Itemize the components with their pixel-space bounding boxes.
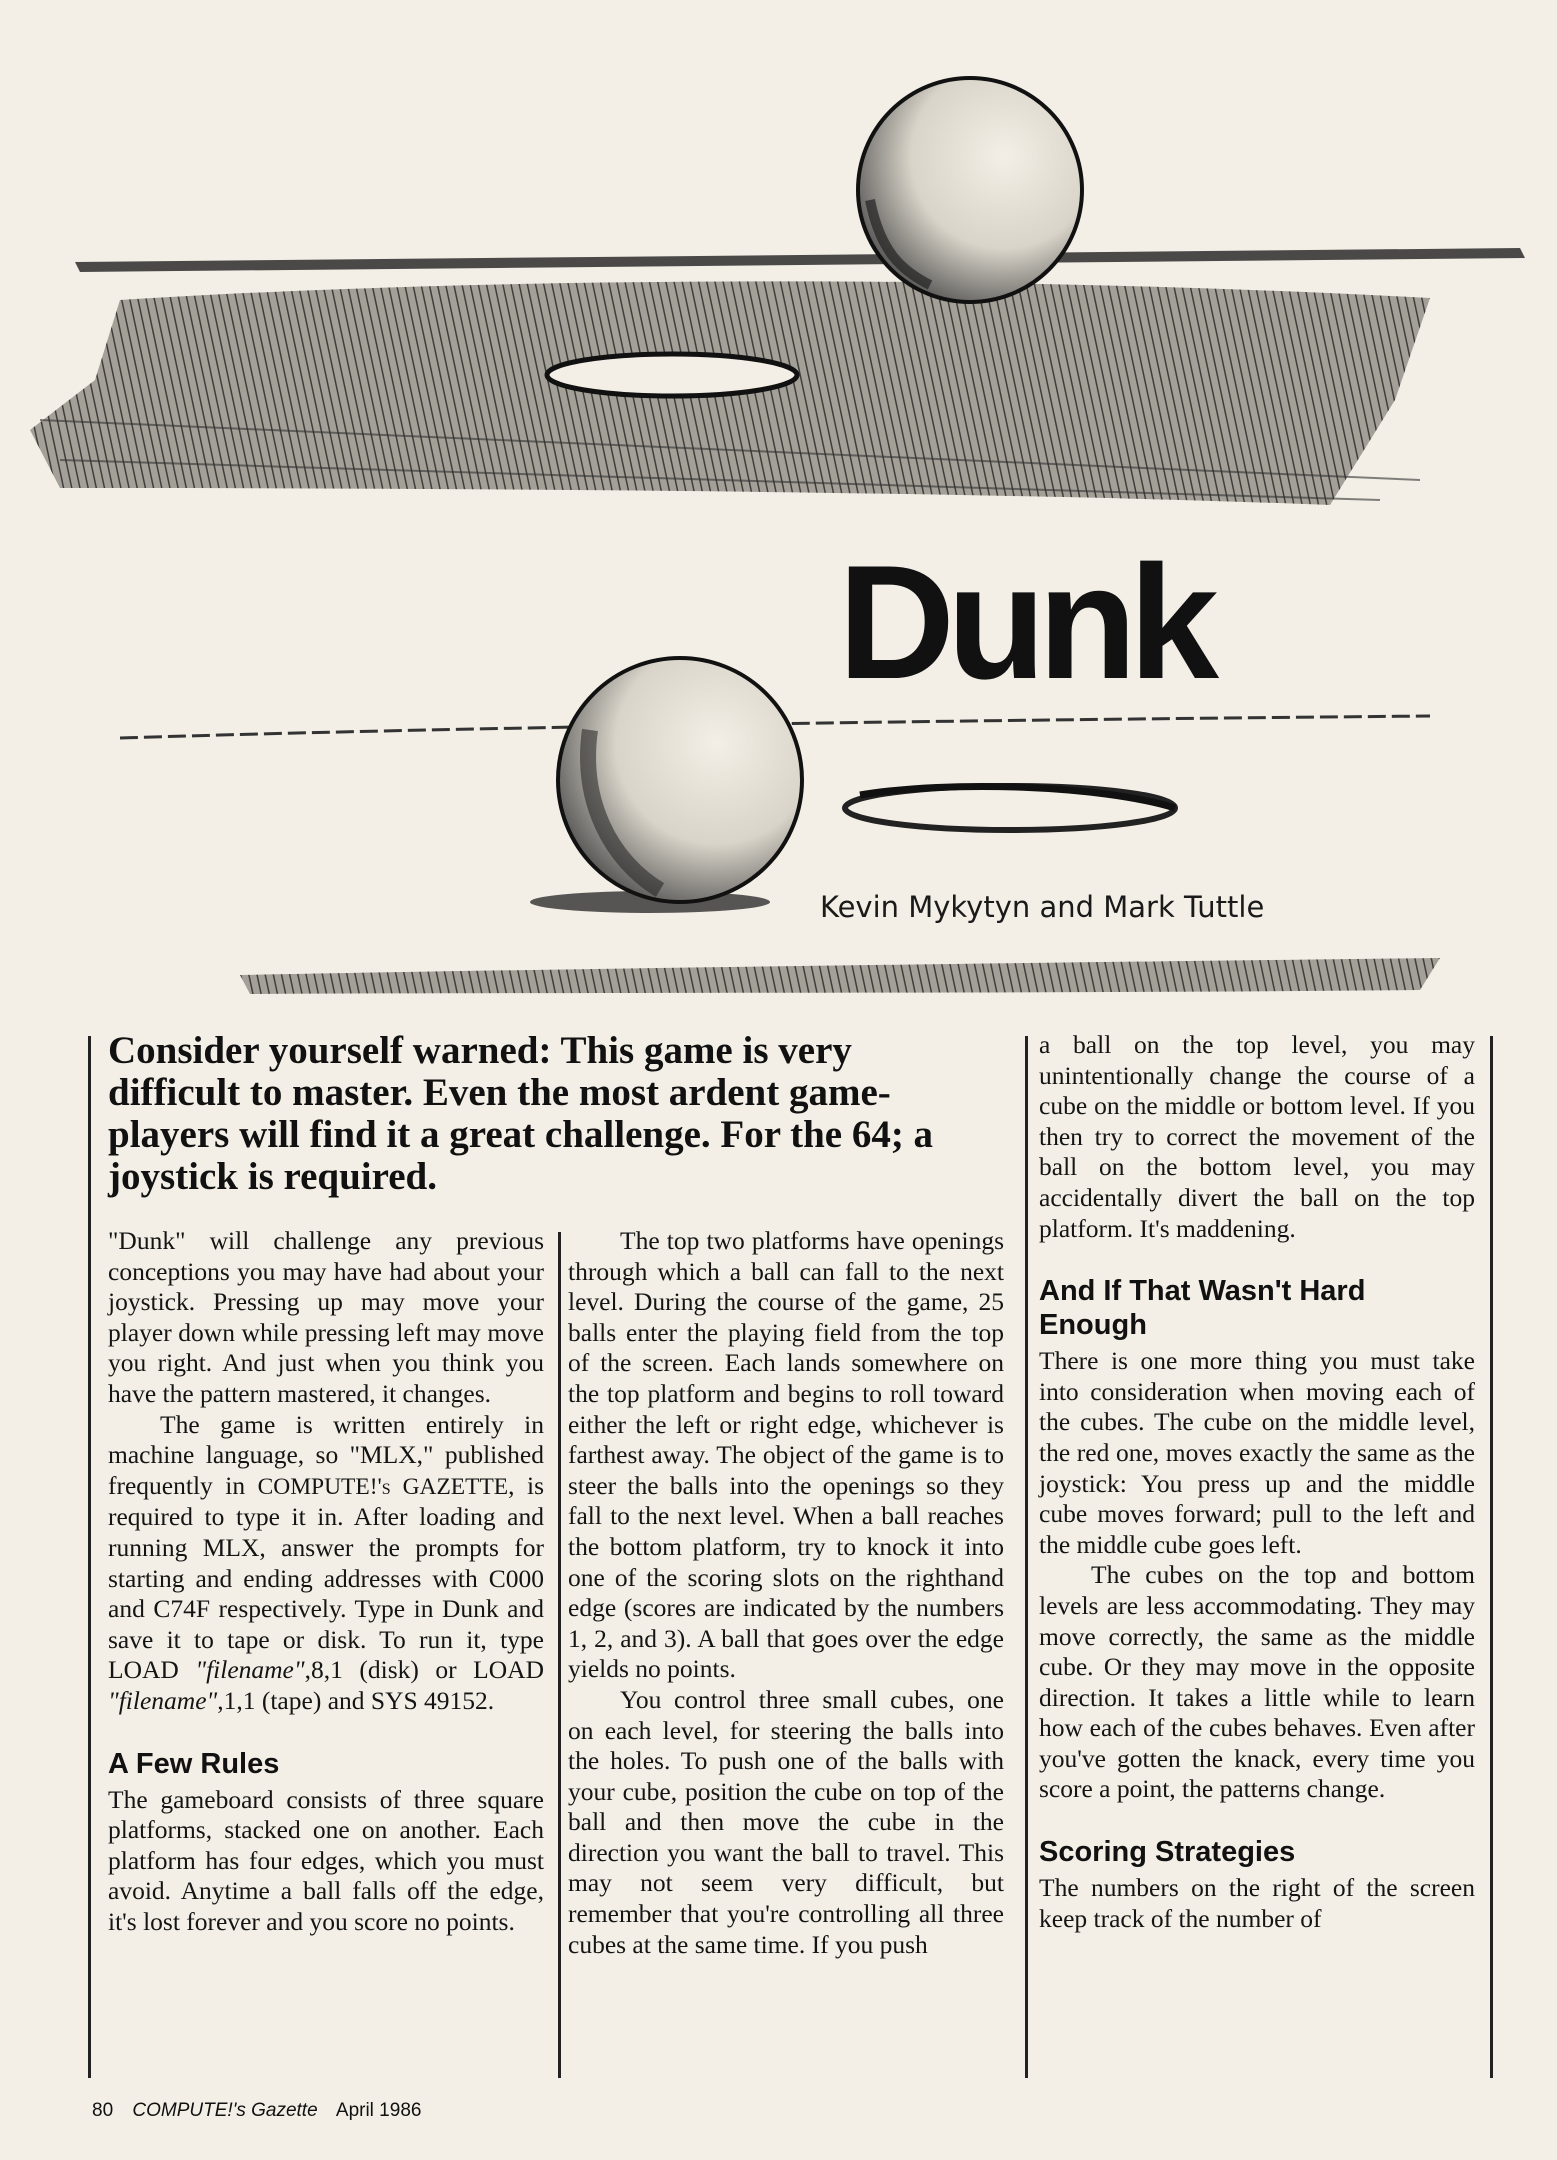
issue-date: April 1986 [335,2100,422,2121]
article-byline: Kevin Mykytyn and Mark Tuttle [820,890,1265,924]
upper-ball-sketch [858,78,1082,302]
column-rule-right [1490,1036,1493,2078]
col3-paragraph-1: a ball on the top level, you may unintentionally change the course of a cube on the middle or bottom level. If you then try to correct the movement of the ball on the bottom level, you may accidentally divert the ball on the top platform. It's maddening. [1039,1030,1475,1243]
header-illustration [0,0,1557,1010]
column-rule-1-2 [558,1232,561,2078]
col3-paragraph-3: The cubes on the top and bottom levels are less accommodating. They may move correctly, the same as the middle cube. Or they may move in the opposite direction. It takes a little while to learn how each of the cubes behaves. Even after you've gotten the knack, every time you score a point, the patterns change. [1039,1560,1475,1804]
page-number: 80 [92,2100,114,2121]
col1-paragraph-3: The gameboard consists of three square platforms, stacked one on another. Each platform has four edges, which you must avoid. Anytime a ball falls off the edge, it's lost forever and you score no points. [108,1784,544,1936]
col1-paragraph-1: "Dunk" will challenge any previous conceptions you may have had about your joystick. Pressing up may move your player down while pressing left may move you right. And just when you think you have the pattern mastered, it changes. [108,1226,544,1408]
upper-hole-sketch [547,354,797,396]
col1-paragraph-2: The game is written entirely in machine language, so "MLX," published frequently in COMPUTE!'s GAZETTE, is required to type it in. After loading and running MLX, answer the prompts for starting and ending addresses with C000 and C74F respectively. Type in Dunk and save it to tape or disk. To run it, type LOAD "filename",8,1 (disk) or LOAD "filename",1,1 (tape) and SYS 49152. [108,1409,545,1715]
lower-hole-sketch [845,786,1175,830]
article-deck: Consider yourself warned: This game is very difficult to master. Even the most ardent game-players will find it a great challenge. For the 64; a joystick is required. [108,1029,934,1198]
page-footer [92,2100,435,2122]
col2-paragraph-2: You control three small cubes, one on each level, for steering the balls into the holes. To push one of the balls with your cube, position the cube on top of the ball and then move the cube in the direction you want the ball to travel. This may not seem very difficult, but remember that you're controlling all three cubes at the same time. If you push [568,1684,1004,1959]
column-2 [568,1226,1004,1960]
column-3 [1039,1030,1475,1934]
lower-ball-sketch [530,658,802,913]
subhead-scoring-strategies: Scoring Strategies [1039,1836,1296,1869]
column-rule-2-3 [1025,1036,1028,2078]
col2-paragraph-1: The top two platforms have openings through which a ball can fall to the next level. During the course of the game, 25 balls enter the playing field from the top of the screen. Each lands somewhere on the top platform and begins to roll toward either the left or right edge, whichever is farthest away. The object of the game is to steer the balls into the openings so they fall to the next level. When a ball reaches the bottom platform, try to knock it into one of the scoring slots on the righthand edge (scores are indicated by the numbers 1, 2, and 3). A ball that goes over the edge yields no points. [568,1226,1004,1684]
subhead-a-few-rules: A Few Rules [108,1747,280,1780]
column-1 [108,1226,544,1937]
article-title: Dunk [838,532,1211,713]
magazine-name: COMPUTE!'s Gazette [132,2100,318,2121]
col3-paragraph-2: There is one more thing you must take into consideration when moving each of the cubes. The cube on the middle level, the red one, moves exactly the same as the joystick: You press up and the middle cube moves forward; pull to the left and the middle cube goes left. [1039,1346,1475,1559]
col3-paragraph-4: The numbers on the right of the screen keep track of the number of [1039,1873,1475,1933]
subhead-and-if-that-wasnt-hard-enough: And If That Wasn't Hard Enough [1039,1275,1366,1342]
deck-left-rule [88,1036,91,2078]
